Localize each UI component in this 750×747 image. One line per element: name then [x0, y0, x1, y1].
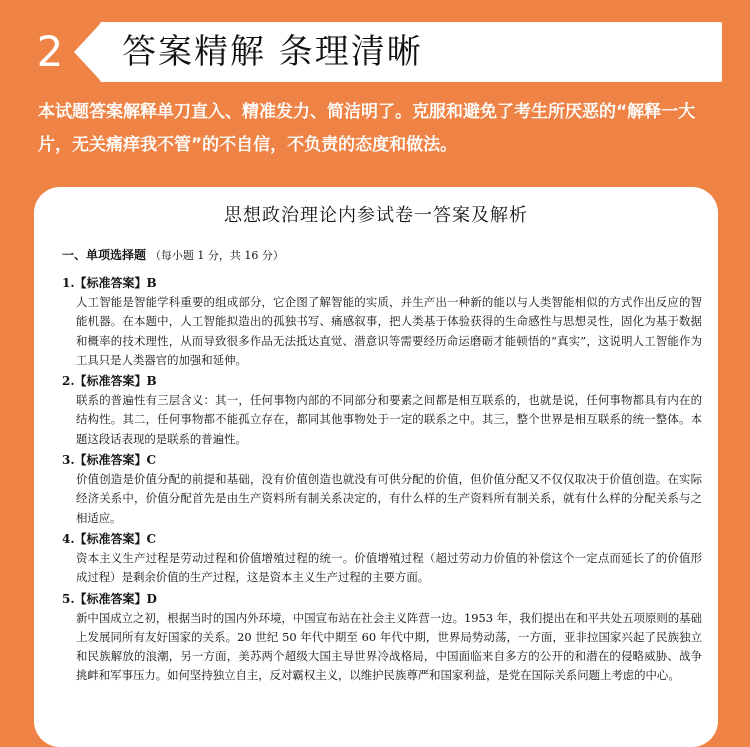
answer-explanation: 资本主义生产过程是劳动过程和价值增殖过程的统一。价值增殖过程（超过劳动力价值的补偿这个一定点而延长了的价值形成过程）是剩余价值的生产过程，这是资本主义生产过程的主要方面。 [76, 550, 702, 585]
section-note: （每小题 1 分，共 16 分） [149, 249, 284, 262]
answer-item [62, 530, 702, 588]
section-heading [62, 245, 702, 266]
answer-explanation: 人工智能是智能学科重要的组成部分，它企图了解智能的实质，并生产出一种新的能以与人类智能相似的方式作出反应的智能机器。在本题中，人工智能拟造出的孤独书写、痛感叙事，把人类基于体验获得的生命感性与思想灵性，固化为基于数据和概率的技术理性，从而导致很多作品无法抵达直觉、潜意识等需要经历命运磨砺才能顿悟的“真实”，这说明人工智能作为工具只是人类器官的加强和延伸。 [76, 295, 702, 367]
arrow-left-icon [74, 24, 100, 80]
card-content [62, 245, 702, 688]
answer-explanation: 联系的普遍性有三层含义：其一，任何事物内部的不同部分和要素之间都是相互联系的，也就是说，任何事物都具有内在的结构性。其二，任何事物都不能孤立存在，都同其他事物处于一定的联系之中。其三，整个世界是相互联系的统一整体。本题这段话表现的是联系的普遍性。 [76, 393, 702, 446]
banner-title: 答案精解 条理清晰 [122, 32, 423, 72]
section-label: 一、单项选择题 [62, 248, 147, 262]
section-number: 2 [36, 27, 64, 76]
answer-explanation: 新中国成立之初，根据当时的国内外环境，中国宣布站在社会主义阵营一边。1953 年，我们提出在和平共处五项原则的基础上发展同所有友好国家的关系。20 世纪 50 年代中期至 60 年代中期，世界局势动荡，一方面，亚非拉国家兴起了民族独立和民族解放的浪潮，另一方面，美苏两个超级大国主导世界冷战格局，中国面临来自多方的公开的和潜在的侵略威胁、战争挑衅和军事压力。如何坚持独立自主，反对霸权主义，以维护民族尊严和国家利益，是党在国际关系问题上考虑的中心。 [76, 610, 702, 683]
answer-explanation: 价值创造是价值分配的前提和基础，没有价值创造也就没有可供分配的价值，但价值分配又不仅仅取决于价值创造。在实际经济关系中，价值分配首先是由生产资料所有制关系决定的，有什么样的生产资料所有制关系，就有什么样的分配关系与之相适应。 [76, 472, 702, 525]
answer-item [62, 372, 702, 449]
card-title: 思想政治理论内参试卷一答案及解析 [224, 205, 528, 226]
answer-heading: 1.【标准答案】B [62, 276, 157, 290]
answer-heading: 3.【标准答案】C [62, 453, 157, 468]
answer-item [62, 274, 702, 370]
title-banner [100, 22, 722, 82]
answer-heading: 2.【标准答案】B [62, 374, 157, 389]
intro-text: 本试题答案解释单刀直入、精准发力、简洁明了。克服和避免了考生所厌恶的“解释一大片，无关痛痒我不管”的不自信，不负责的态度和做法。 [38, 102, 696, 155]
answer-item [62, 451, 702, 528]
answer-item [62, 590, 702, 686]
answer-card [34, 187, 718, 747]
answer-heading: 5.【标准答案】D [62, 591, 157, 606]
answer-heading: 4.【标准答案】C [62, 531, 157, 546]
